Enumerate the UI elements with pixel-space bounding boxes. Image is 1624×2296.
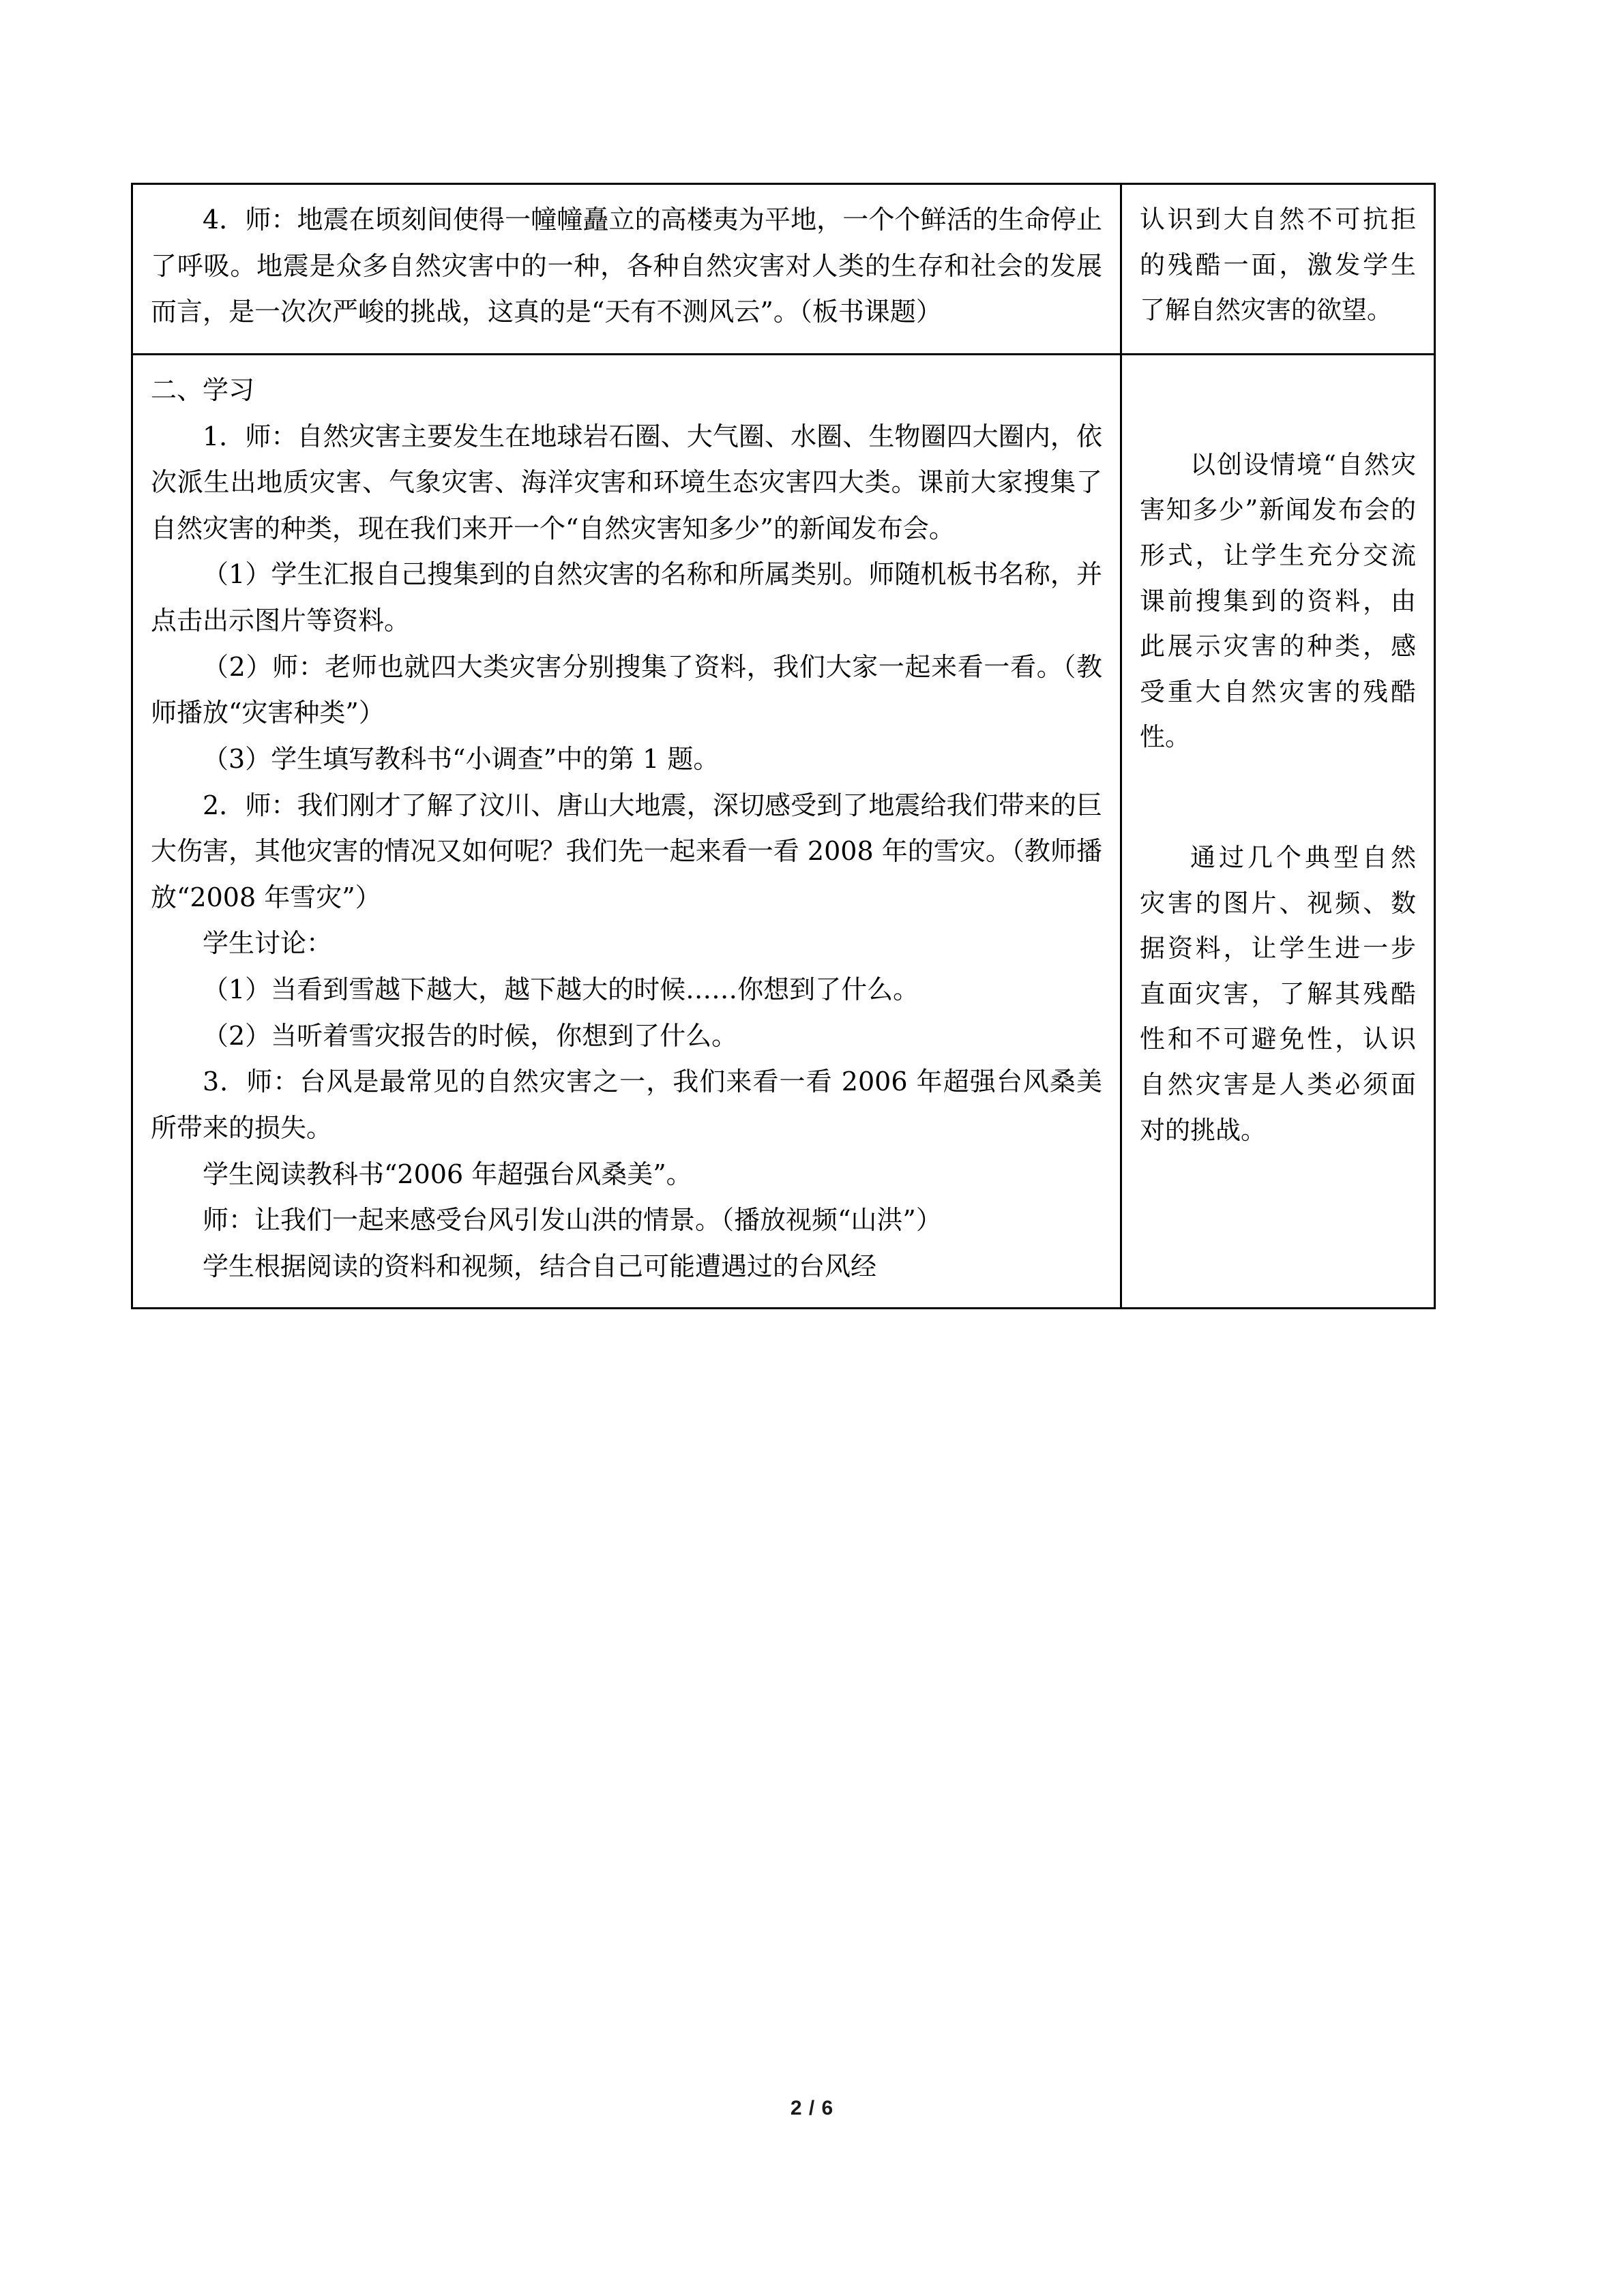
lesson-plan-table: [131, 183, 1436, 1309]
paragraph: 3．师：台风是最常见的自然灾害之一，我们来看一看 2006 年超强台风桑美所带来的损失。: [151, 1067, 1102, 1143]
table-row: [132, 184, 1435, 355]
spacer: [1140, 368, 1416, 443]
paragraph: （1）当看到雪越下越大，越下越大的时候……你想到了什么。: [203, 974, 919, 1004]
table-row: [132, 354, 1435, 1309]
paragraph: （3）学生填写教科书“小调查”中的第 1 题。: [203, 743, 720, 774]
paragraph: 学生阅读教科书“2006 年超强台风桑美”。: [203, 1159, 692, 1189]
paragraph: 1．师：自然灾害主要发生在地球岩石圈、大气圈、水圈、生物圈四大圈内，依次派生出地质灾害、气象灾害、海洋灾害和环境生态灾害四大类。课前大家搜集了自然灾害的种类，现在我们来开一个“自然灾害知多少”的新闻发布会。: [151, 421, 1102, 543]
paragraph: 以创设情境“自然灾害知多少”新闻发布会的形式，让学生充分交流课前搜集到的资料，由此展示灾害的种类，感受重大自然灾害的残酷性。: [1140, 449, 1416, 752]
paragraph: 学生讨论：: [203, 928, 333, 959]
paragraph: （2）当听着雪灾报告的时候，你想到了什么。: [203, 1020, 738, 1051]
section-heading: 二、学习: [151, 374, 255, 405]
paragraph: 师：让我们一起来感受台风引发山洪的情景。（播放视频“山洪”）: [203, 1205, 942, 1236]
paragraph: 通过几个典型自然灾害的图片、视频、数据资料，让学生进一步直面灾害，了解其残酷性和不可避免性，认识自然灾害是人类必须面对的挑战。: [1140, 843, 1416, 1145]
paragraph: 认识到大自然不可抗拒的残酷一面，激发学生了解自然灾害的欲望。: [1140, 205, 1416, 325]
table-cell-main-2: [132, 354, 1121, 1309]
table-cell-side-1: [1121, 184, 1435, 355]
page-number: 2 / 6: [790, 2097, 834, 2119]
paragraph: （2）师：老师也就四大类灾害分别搜集了资料，我们大家一起来看一看。（教师播放“灾害种类”）: [151, 651, 1102, 728]
paragraph: 2．师：我们刚才了解了汶川、唐山大地震，深切感受到了地震给我们带来的巨大伤害，其他灾害的情况又如何呢？我们先一起来看一看 2008 年的雪灾。（教师播放“2008 年雪灾”）: [151, 790, 1102, 912]
paragraph: （1）学生汇报自己搜集到的自然灾害的名称和所属类别。师随机板书名称，并点击出示图片等资料。: [151, 559, 1102, 636]
spacer: [1140, 760, 1416, 835]
table-cell-main-1: [132, 184, 1121, 355]
table-cell-side-2: [1121, 354, 1435, 1309]
paragraph: 学生根据阅读的资料和视频，结合自己可能遭遇过的台风经: [203, 1251, 877, 1281]
paragraph: 4．师：地震在顷刻间使得一幢幢矗立的高楼夷为平地，一个个鲜活的生命停止了呼吸。地震是众多自然灾害中的一种，各种自然灾害对人类的生存和社会的发展而言，是一次次严峻的挑战，这真的是“天有不测风云”。（板书课题）: [151, 205, 1102, 327]
